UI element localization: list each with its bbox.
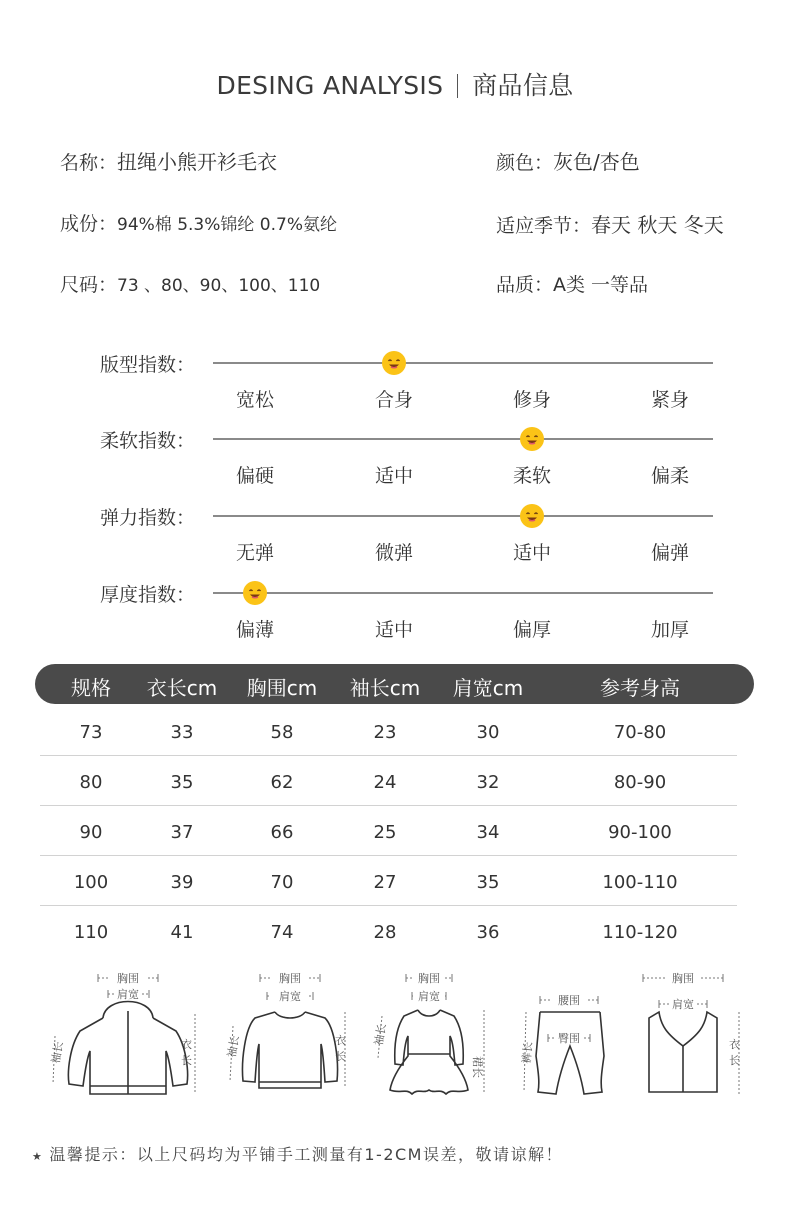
smiley-icon (382, 351, 406, 375)
index-label: 版型指数： (100, 354, 196, 376)
warm-tip-text: 温馨提示：以上尺码均为平铺手工测量有1-2CM误差，敬请谅解！ (49, 1145, 563, 1164)
quality-value: A类 一等品 (553, 274, 649, 296)
shoulder-label: 肩宽 (117, 988, 139, 1001)
length-char-1: 衣 (335, 1034, 346, 1047)
quality-label: 品质： (496, 274, 554, 296)
length-char-2: 长 (181, 1054, 192, 1067)
row-divider (40, 855, 737, 856)
index-option: 适中 (512, 542, 551, 564)
index-track (213, 362, 713, 364)
size-value: 73 、80、90、100、110 (117, 276, 321, 296)
color-value: 灰色/杏色 (553, 150, 640, 174)
index-option: 偏弹 (650, 542, 689, 564)
jacket-diagram (45, 966, 205, 1110)
table-cell: 37 (170, 822, 194, 843)
table-cell: 41 (170, 922, 194, 943)
table-cell: 74 (270, 922, 294, 943)
index-option: 修身 (512, 389, 551, 411)
name-label: 名称： (60, 152, 118, 174)
index-track (213, 438, 713, 440)
table-cell: 70-80 (613, 722, 667, 743)
title-en: DESING ANALYSIS (216, 71, 444, 100)
waist-label: 腰围 (558, 994, 580, 1007)
table-cell: 27 (373, 872, 397, 893)
title-divider (457, 74, 458, 98)
shoulder-label: 肩宽 (279, 990, 301, 1003)
shoulder-label: 肩宽 (418, 990, 440, 1003)
table-cell: 90 (79, 822, 103, 843)
table-cell: 62 (270, 772, 294, 793)
season-label: 适应季节： (496, 215, 592, 237)
info-name (60, 146, 277, 175)
page-title (0, 66, 790, 102)
pants-length-label: 裤长 (520, 1041, 535, 1065)
name-value: 扭绳小熊开衫毛衣 (117, 150, 278, 174)
length-char-1: 衣 (181, 1038, 192, 1051)
table-cell: 70 (270, 872, 294, 893)
table-cell: 73 (79, 722, 103, 743)
table-cell: 80-90 (613, 772, 667, 793)
vest-diagram (635, 966, 755, 1110)
table-cell: 34 (476, 822, 500, 843)
hip-label: 臀围 (558, 1032, 580, 1045)
smiley-icon (520, 427, 544, 451)
table-cell: 110 (73, 922, 109, 943)
color-label: 颜色： (496, 152, 554, 174)
index-option: 偏柔 (650, 465, 689, 487)
table-cell: 100 (73, 872, 109, 893)
index-option: 适中 (374, 619, 413, 641)
table-header-cell: 衣长cm (146, 676, 218, 700)
index-option: 柔软 (512, 465, 551, 487)
info-season (496, 209, 724, 238)
index-option: 紧身 (650, 389, 689, 411)
sleeve-label: 袖长 (49, 1040, 66, 1065)
row-divider (40, 755, 737, 756)
sweater-diagram (215, 966, 365, 1110)
table-cell: 33 (170, 722, 194, 743)
index-option: 加厚 (650, 619, 689, 641)
star-icon: ★ (32, 1150, 44, 1163)
table-header-cell: 肩宽cm (452, 676, 524, 700)
table-cell: 35 (476, 872, 500, 893)
chest-label: 胸围 (672, 972, 694, 985)
table-cell: 24 (373, 772, 397, 793)
table-header-cell: 参考身高 (600, 676, 680, 700)
chest-label: 胸围 (418, 972, 440, 985)
index-label: 弹力指数： (100, 507, 196, 529)
index-option: 偏硬 (235, 465, 274, 487)
index-option: 偏薄 (235, 619, 274, 641)
table-cell: 30 (476, 722, 500, 743)
table-header-cell: 袖长cm (349, 676, 421, 700)
length-char-2: 长 (729, 1054, 740, 1067)
table-header-cell: 胸围cm (246, 676, 318, 700)
row-divider (40, 905, 737, 906)
index-option: 偏厚 (512, 619, 551, 641)
shoulder-label: 肩宽 (672, 998, 694, 1011)
table-cell: 110-120 (602, 922, 678, 943)
table-cell: 36 (476, 922, 500, 943)
table-cell: 39 (170, 872, 194, 893)
info-color (496, 146, 640, 175)
info-composition (60, 209, 337, 236)
info-quality (496, 270, 648, 297)
warm-tip (32, 1142, 563, 1165)
index-label: 柔软指数： (100, 430, 196, 452)
sleeve-label: 袖长 (225, 1034, 242, 1059)
skirt-length-label: 裙长 (471, 1056, 484, 1078)
size-label: 尺码： (60, 274, 118, 296)
chest-label: 胸围 (117, 972, 139, 985)
table-cell: 58 (270, 722, 294, 743)
chest-label: 胸围 (279, 972, 301, 985)
smiley-icon (243, 581, 267, 605)
index-track (213, 515, 713, 517)
length-char-1: 衣 (729, 1038, 740, 1051)
table-cell: 66 (270, 822, 294, 843)
title-cn: 商品信息 (472, 71, 574, 100)
table-cell: 23 (373, 722, 397, 743)
table-cell: 80 (79, 772, 103, 793)
table-cell: 90-100 (608, 822, 672, 843)
table-cell: 100-110 (602, 872, 678, 893)
composition-label: 成份： (60, 213, 118, 235)
smiley-icon (520, 504, 544, 528)
index-option: 微弹 (374, 542, 413, 564)
index-track (213, 592, 713, 594)
index-option: 适中 (374, 465, 413, 487)
dress-diagram (370, 966, 500, 1110)
length-char-2: 长 (335, 1050, 346, 1063)
index-label: 厚度指数： (100, 584, 196, 606)
sleeve-label: 袖长 (372, 1022, 389, 1047)
index-option: 宽松 (235, 389, 274, 411)
row-divider (40, 805, 737, 806)
pants-diagram (510, 966, 630, 1110)
season-value: 春天 秋天 冬天 (591, 213, 724, 237)
index-option: 无弹 (235, 542, 274, 564)
table-header-cell: 规格 (71, 676, 111, 700)
table-cell: 35 (170, 772, 194, 793)
composition-value: 94%棉 5.3%锦纶 0.7%氨纶 (117, 215, 337, 235)
table-cell: 25 (373, 822, 397, 843)
table-cell: 32 (476, 772, 500, 793)
info-size (60, 270, 320, 297)
table-cell: 28 (373, 922, 397, 943)
index-option: 合身 (374, 389, 413, 411)
